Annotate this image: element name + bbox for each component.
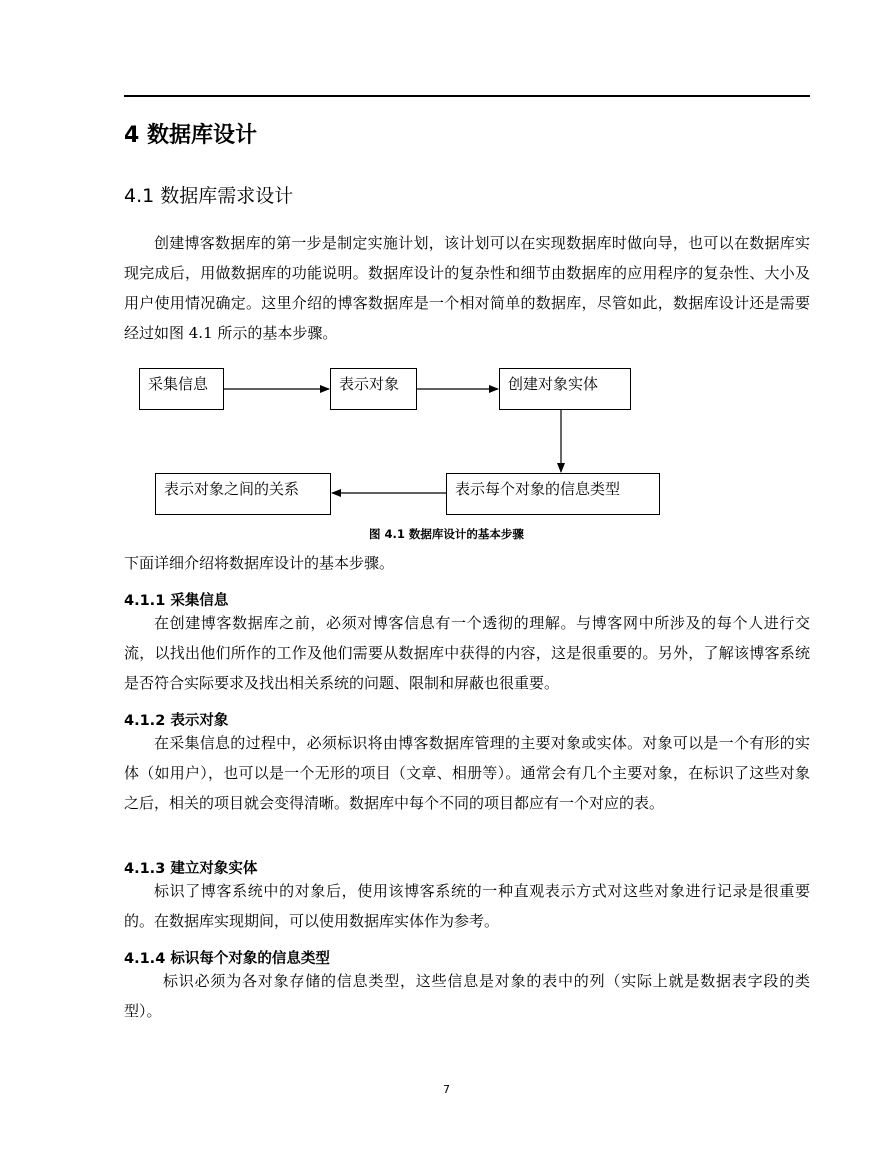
subsection-body-4-1-2: 在采集信息的过程中，必须标识将由博客数据库管理的主要对象或实体。对象可以是一个有形的实体（如用户），也可以是一个无形的项目（文章、相册等）。通常会有几个主要对象，在标识了这些对象之后，相关的项目就会变得清晰。数据库中每个不同的项目都应有一个对应的表。 (124, 734, 810, 812)
diagram-box-label: 表示每个对象的信息类型 (455, 480, 621, 498)
subsection-title-4-1-2: 4.1.2 表示对象 (124, 713, 229, 729)
diagram-box-label: 表示对象之间的关系 (164, 480, 300, 498)
figure-caption: 图 4.1 数据库设计的基本步骤 (369, 527, 524, 541)
subsection-title-4-1-1: 4.1.1 采集信息 (124, 593, 229, 609)
subsection-title-4-1-4: 4.1.4 标识每个对象的信息类型 (124, 951, 330, 967)
page-number: 7 (443, 1083, 450, 1096)
diagram-box-label: 创建对象实体 (508, 375, 599, 393)
diagram-box-label: 采集信息 (148, 375, 209, 393)
section-title: 4.1 数据库需求设计 (124, 185, 294, 207)
subsection-title-4-1-3: 4.1.3 建立对象实体 (124, 861, 258, 877)
lead-sentence: 下面详细介绍将数据库设计的基本步骤。 (124, 554, 395, 572)
subsection-body-4-1-1: 在创建博客数据库之前，必须对博客信息有一个透彻的理解。与博客网中所涉及的每个人进行交流，以找出他们所作的工作及他们需要从数据库中获得的内容，这是很重要的。另外，了解该博客系统是否符合实际要求及找出相关系统的问题、限制和屏蔽也很重要。 (124, 614, 810, 692)
diagram-box-label: 表示对象 (339, 375, 400, 393)
subsection-body-4-1-4: 标识必须为各对象存储的信息类型，这些信息是对象的表中的列（实际上就是数据表字段的类型）。 (124, 972, 810, 1020)
chapter-title: 4 数据库设计 (124, 123, 257, 148)
subsection-body-4-1-3: 标识了博客系统中的对象后，使用该博客系统的一种直观表示方式对这些对象进行记录是很重要的。在数据库实现期间，可以使用数据库实体作为参考。 (124, 882, 810, 930)
intro-paragraph: 创建博客数据库的第一步是制定实施计划，该计划可以在实现数据库时做向导，也可以在数据库实现完成后，用做数据库的功能说明。数据库设计的复杂性和细节由数据库的应用程序的复杂性、大小及用户使用情况确定。这里介绍的博客数据库是一个相对简单的数据库，尽管如此，数据库设计还是需要经过如图 4.1 所示的基本步骤。 (124, 234, 810, 342)
